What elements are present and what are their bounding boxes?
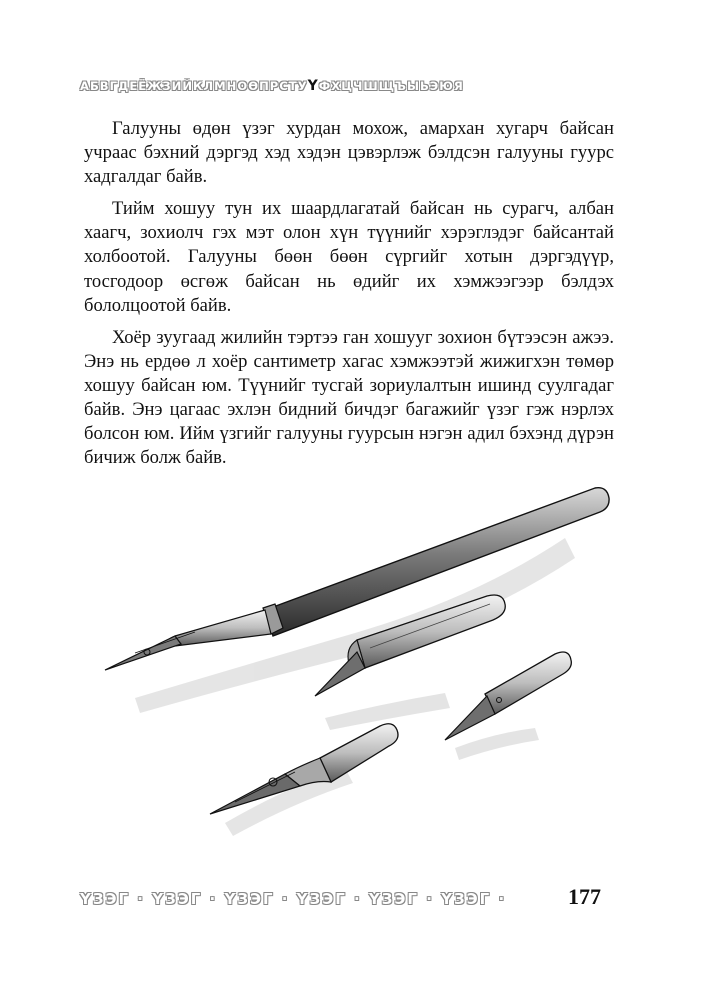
alphabet-header xyxy=(80,78,620,94)
paragraph-3: Хоёр зуугаад жилийн тэртээ ган хошууг зохион бүтээсэн ажээ. Энэ нь ердөө л хоёр сантиметр хагас хэмжээтэй жижигхэн төмөр хошуу байсан юм. Түүнийг тусгай зориулалтын ишинд суулгадаг байв. Энэ цагаас эхлэн бидний бичдэг багажийг үзэг гэж нэрлэх болсон юм. Ийм үзгийг галууны гуурсын нэгэн адил бэхэнд дүрэн бичиж болж байв. xyxy=(84,326,614,469)
paragraph-2: Тийм хошуу тун их шаардлагатай байсан нь сурагч, албан хаагч, зохиолч гэх мэт олон хүн түүнийг хэрэглэдэг байсантай холбоотой. Галууны бөөн бөөн сүргийг хотын дэргэдүүр, тосгодоор өсгөж байсан нь өдийг их хэмжээгээр бэлдэх бололцоотой байв. xyxy=(84,198,614,316)
nib-3 xyxy=(445,652,571,740)
pen-nibs-illustration xyxy=(95,468,635,853)
page-number: 177 xyxy=(568,884,601,909)
running-footer: ҮЗЭГ · ҮЗЭГ · ҮЗЭГ · ҮЗЭГ · ҮЗЭГ · ҮЗЭГ · xyxy=(80,890,507,908)
alphabet-header-highlight: Ү xyxy=(307,78,319,94)
alphabet-header-part1: АБВГДЕЁЖЗИЙКЛМНОӨПРСТУ xyxy=(80,79,308,93)
alphabet-header-part2: ФХЦЧШЩЪЫЬЭЮЯ xyxy=(318,79,464,93)
body-text xyxy=(84,117,614,478)
paragraph-1: Галууны өдөн үзэг хурдан мохож, амархан хугарч байсан учраас бэхний дэргэд хэд хэдэн цэвэрлэж бэлдсэн галууны гуурс хадгалдаг байв. xyxy=(84,118,614,188)
